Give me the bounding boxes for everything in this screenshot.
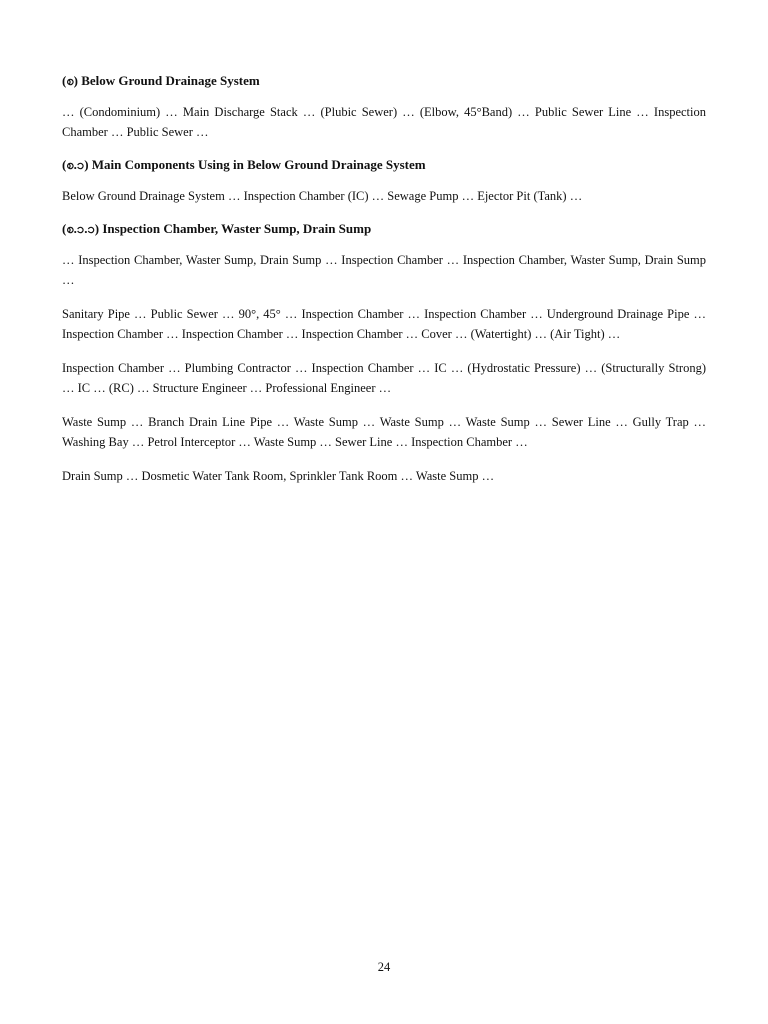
paragraph: … Inspection Chamber, Waster Sump, Drain Sump … Inspection Chamber … Inspection Chamber, Waster Sump, Drain Sump … (62, 253, 706, 287)
paragraph: Drain Sump … Dosmetic Water Tank Room, Sprinkler Tank Room … Waste Sump … (62, 469, 495, 483)
section-heading-below-ground-drainage: (စ) Below Ground Drainage System (62, 73, 260, 88)
paragraph: … (Condominium) … Main Discharge Stack … (Plubic Sewer) … (Elbow, 45°Band) … Public Sewer Line … Inspection Chamber … Public Sewer … (62, 105, 706, 139)
paragraph: Inspection Chamber … Plumbing Contractor … Inspection Chamber … IC … (Hydrostatic Pressure) … (Structurally Strong) … IC … (RC) … Structure Engineer … Professional Engineer … (62, 361, 706, 395)
paragraph: Below Ground Drainage System … Inspection Chamber (IC) … Sewage Pump … Ejector Pit (Tank) … (62, 189, 583, 203)
paragraph: Waste Sump … Branch Drain Line Pipe … Waste Sump … Waste Sump … Waste Sump … Sewer Line … Gully Trap … Washing Bay … Petrol Interceptor … Waste Sump … Sewer Line … Inspection Chamber … (62, 415, 706, 449)
page-number: 24 (377, 960, 391, 974)
paragraph: Sanitary Pipe … Public Sewer … 90°, 45° … Inspection Chamber … Inspection Chamber … Underground Drainage Pipe … Inspection Chamber … Inspection Chamber … Inspection Chamber … Cover … (Watertight) … (Air Tight) … (62, 307, 706, 341)
document-body (62, 72, 706, 500)
section-heading-main-components: (စ.၁) Main Components Using in Below Ground Drainage System (62, 157, 426, 172)
section-heading-inspection-chamber: (စ.၁.၁) Inspection Chamber, Waster Sump, Drain Sump (62, 221, 372, 236)
